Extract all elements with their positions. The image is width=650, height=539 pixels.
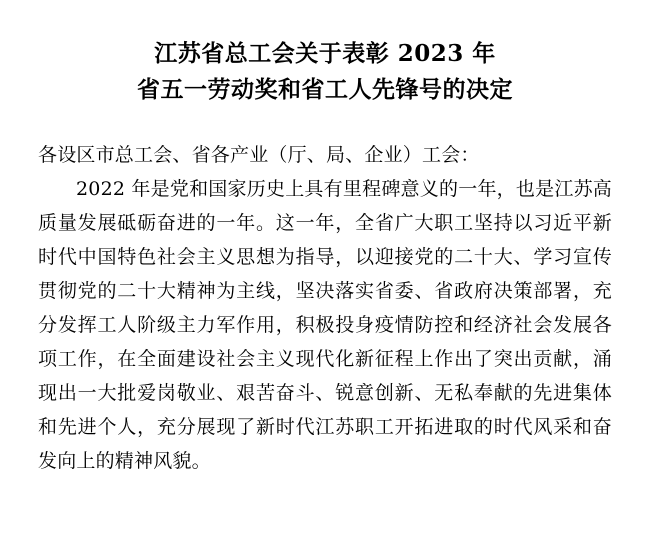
title-spacer xyxy=(38,108,612,138)
page-title xyxy=(38,36,612,108)
title-line-2: 省五一劳动奖和省工人先锋号的决定 xyxy=(137,76,513,103)
salutation: 各设区市总工会、省各产业（厅、局、企业）工会： xyxy=(38,144,480,166)
body-paragraph-1: 2022 年是党和国家历史上具有里程碑意义的一年，也是江苏高质量发展砥砺奋进的一年。这一年，全省广大职工坚持以习近平新时代中国特色社会主义思想为指导，以迎接党的二十大、学习宣传贯彻党的二十大精神为主线，坚决落实省委、省政府决策部署，充分发挥工人阶级主力军作用，积极投身疫情防控和经济社会发展各项工作，在全面建设社会主义现代化新征程上作出了突出贡献，涌现出一大批爱岗敬业、艰苦奋斗、锐意创新、无私奉献的先进集体和先进个人，充分展现了新时代江苏职工开拓进取的时代风采和奋发向上的精神风貌。 xyxy=(38,178,612,472)
title-line-1: 江苏省总工会关于表彰 2023 年 xyxy=(154,40,496,67)
